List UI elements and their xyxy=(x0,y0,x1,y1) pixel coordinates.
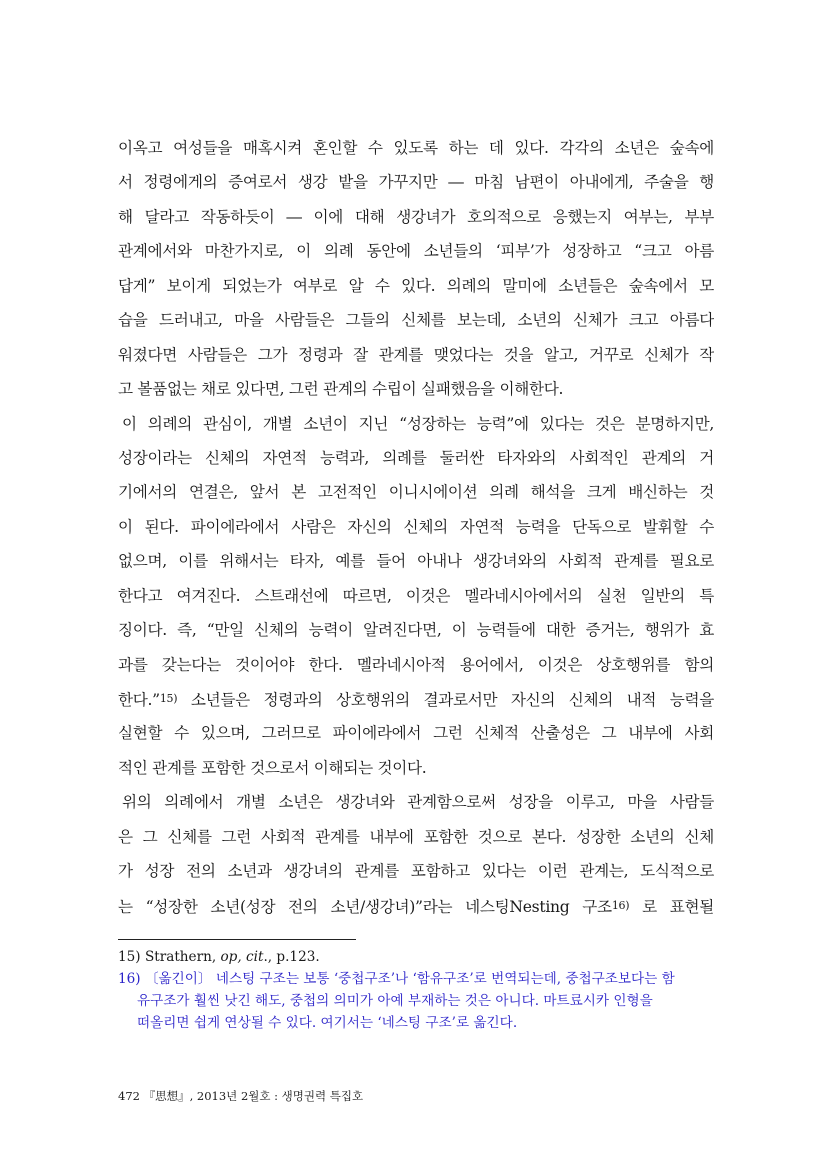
body-line: 성장이라는 신체의 자연적 능력과, 의례를 둘러싼 타자와의 사회적인 관계의 거 xyxy=(118,448,714,467)
body-line: 실현할 수 있으며, 그러므로 파이에라에서 그런 신체적 산출성은 그 내부에 사회 xyxy=(118,724,714,743)
footnote-text: 〔옮긴이〕 네스팅 구조는 보통 ‘중첩구조’나 ‘함유구조’로 번역되는데, 중첩구조보다는 함 xyxy=(144,971,675,987)
footnote-ref-15[interactable]: 15) xyxy=(159,692,178,705)
body-line: 답게” 보이게 되었는가 여부로 알 수 있다. 의례의 말미에 소년들은 숲속에서 모 xyxy=(118,276,714,295)
body-line: 이옥고 여성들을 매혹시켜 혼인할 수 있도록 하는 데 있다. 각각의 소년은 숲속에 xyxy=(118,139,714,157)
body-line: 가 성장 전의 소년과 생강녀의 관계를 포함하고 있다는 이런 관계는, 도식적으로 xyxy=(118,862,714,881)
body-line: 워졌다면 사람들은 그가 정령과 잘 관계를 맺었다는 것을 알고, 거꾸로 신체가 작 xyxy=(118,345,714,364)
body-line: 은 그 신체를 그런 사회적 관계를 내부에 포함한 것으로 본다. 성장한 소년의 신체 xyxy=(118,827,714,846)
body-line: 이 된다. 파이에라에서 사람은 자신의 신체의 자연적 능력을 단독으로 발휘할 수 xyxy=(118,517,714,536)
body-line: 이 의례의 관심이, 개별 소년이 지닌 “성장하는 능력”에 있다는 것은 분명하지만, xyxy=(122,414,714,433)
body-line: 습을 드러내고, 마을 사람들은 그들의 신체를 보는데, 소년의 신체가 크고 아름다 xyxy=(118,311,714,330)
body-text xyxy=(118,131,714,923)
body-line-start: 한다.” xyxy=(118,691,160,709)
footnote-ref-16[interactable]: 16) xyxy=(611,898,630,912)
body-line: 없으며, 이를 위해서는 타자, 예를 들어 아내나 생강녀와의 사회적 관계를 필요로 xyxy=(118,552,714,571)
footnotes xyxy=(118,946,718,1034)
body-line: 과를 갖는다는 것이어야 한다. 멜라네시아적 용어에서, 이것은 상호행위를 함의 xyxy=(118,655,714,674)
body-line: 관계에서와 마찬가지로, 이 의례 동안에 소년들의 ‘피부’가 성장하고 “크고 아름 xyxy=(118,242,714,261)
body-line: 위의 의례에서 개별 소년은 생강녀와 관계함으로써 성장을 이루고, 마을 사람들 xyxy=(122,793,714,812)
body-line-with-footnote-ref xyxy=(118,682,714,716)
footnote-italic: op, cit xyxy=(220,949,264,965)
footnote-16-continued: 유구조가 훨씬 낫긴 해도, 중첩의 의미가 아예 부재하는 것은 아니다. 마트료시카 인형을 xyxy=(137,993,653,1009)
body-line: 해 달라고 작동하듯이 ― 이에 대해 생강녀가 호의적으로 응했는지 여부는, 부부 xyxy=(118,207,714,226)
body-line-with-footnote-ref xyxy=(118,889,714,923)
body-line-rest: 로 표현될 xyxy=(642,897,714,916)
page-number: 472 xyxy=(118,1089,140,1103)
footnote-number: 16) xyxy=(118,971,141,987)
body-line: 서 정령에게의 증여로서 생강 밭을 가꾸지만 ― 마침 남편이 아내에게, 주술을 행 xyxy=(118,173,714,192)
body-line: 고 볼품없는 채로 있다면, 그런 관계의 수립이 실패했음을 이해한다. xyxy=(118,380,564,399)
journal-title: 『思想』, 2013년 2월호 : 생명권력 특집호 xyxy=(143,1089,364,1103)
body-line-rest: 소년들은 정령과의 상호행위의 결과로서만 자신의 신체의 내적 능력을 xyxy=(190,691,714,709)
footnote-divider xyxy=(118,939,356,940)
footnote-16-continued: 떠올리면 쉽게 연상될 수 있다. 여기서는 ‘네스팅 구조’로 옮긴다. xyxy=(137,1015,518,1031)
body-line: 한다고 여겨진다. 스트래선에 따르면, 이것은 멜라네시아에서의 실천 일반의 특 xyxy=(118,586,714,605)
body-line: 기에서의 연결은, 앞서 본 고전적인 이니시에이션 의례 해석을 크게 배신하는 것 xyxy=(118,483,714,502)
body-line: 징이다. 즉, “만일 신체의 능력이 알려진다면, 이 능력들에 대한 증거는, 행위가 효 xyxy=(118,621,714,640)
footnote-number: 15) xyxy=(118,949,141,965)
body-line-start: 는 “성장한 소년(성장 전의 소년/생강녀)”라는 네스팅Nesting 구조 xyxy=(118,897,612,916)
body-line: 적인 관계를 포함한 것으로서 이해되는 것이다. xyxy=(118,758,427,777)
running-footer xyxy=(118,1088,363,1104)
footnote-text: ., p.123. xyxy=(263,949,320,965)
footnote-text: Strathern, xyxy=(144,949,221,965)
footnote-16 xyxy=(118,968,718,990)
footnote-15 xyxy=(118,946,718,968)
